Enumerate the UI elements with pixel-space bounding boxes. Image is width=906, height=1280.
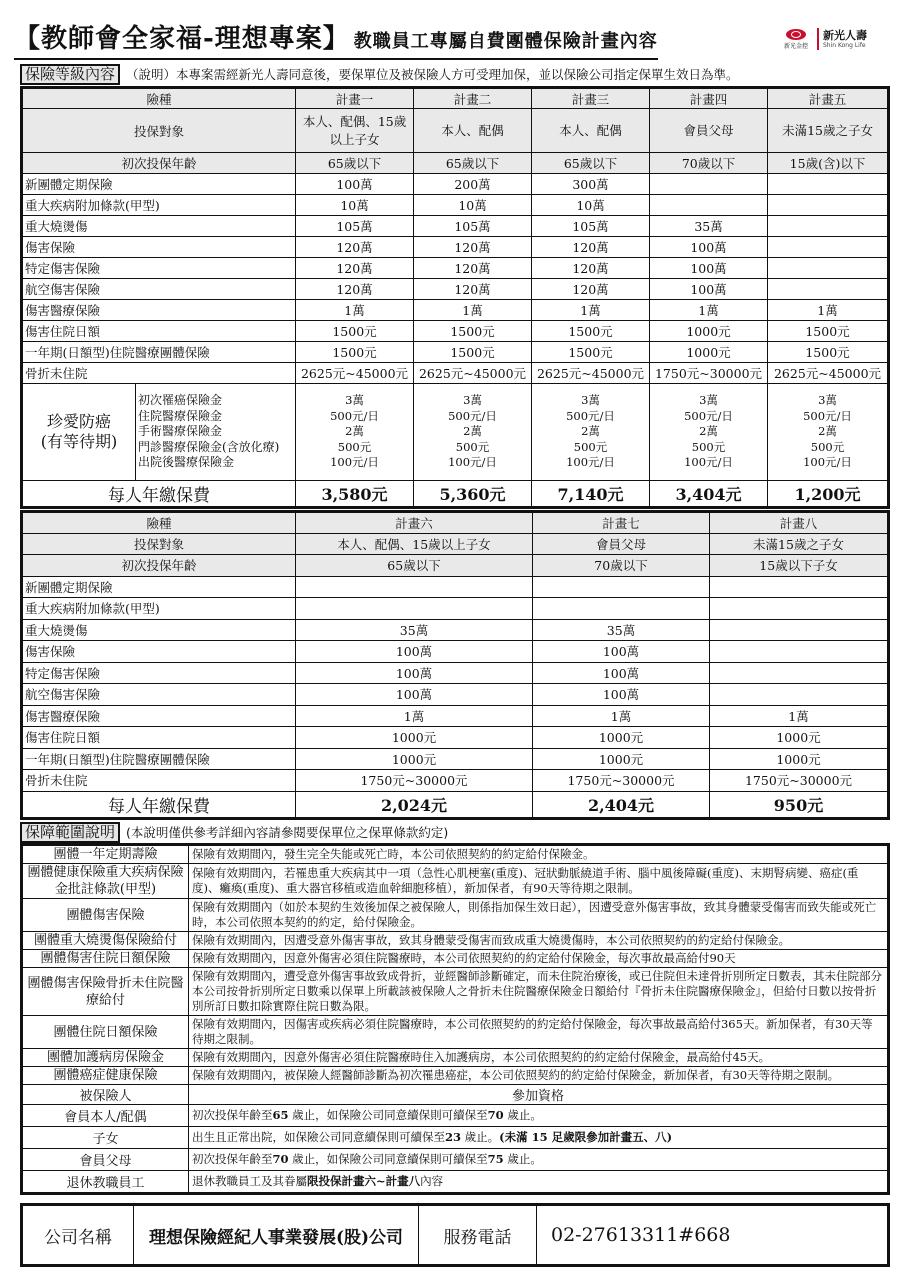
coverage-value	[296, 598, 533, 620]
coverage-value: 1500元	[532, 321, 650, 342]
coverage-value: 1500元	[414, 321, 532, 342]
plan-name-header: 計畫三	[532, 88, 650, 109]
coverage-row	[22, 684, 889, 706]
coverage-value: 1萬	[710, 705, 889, 727]
annual-fee-value: 5,360元	[414, 481, 532, 508]
annual-fee-value: 7,140元	[532, 481, 650, 508]
coverage-value: 1000元	[296, 748, 533, 770]
insurance-type-header: 險種	[22, 512, 296, 534]
target-label: 投保對象	[22, 533, 296, 555]
plan-age: 65歲以下	[414, 153, 532, 174]
annual-fee-value: 1,200元	[768, 481, 889, 508]
coverage-value: 1750元~30000元	[296, 770, 533, 792]
coverage-value: 100萬	[296, 662, 533, 684]
cancer-value: 3萬	[699, 393, 718, 408]
eligibility-fragment: 歲止，如保險公司同意續保則可續保至	[292, 1152, 488, 1166]
coverage-row	[22, 300, 889, 321]
coverage-label: 傷害住院日額	[22, 727, 296, 749]
coverage-row	[22, 770, 889, 792]
document-header	[14, 24, 894, 58]
coverage-value: 1500元	[532, 342, 650, 363]
plan-target: 本人、配偶	[532, 109, 650, 153]
coverage-value: 1萬	[533, 705, 710, 727]
coverage-value: 1萬	[532, 300, 650, 321]
eligibility-highlight: 75	[487, 1152, 504, 1166]
coverage-description: 保險有效期間內，發生完全失能或死亡時，本公司依照契約的約定給付保險金。	[189, 845, 889, 864]
coverage-value: 1750元~30000元	[710, 770, 889, 792]
logo-name-zh: 新光人壽	[823, 28, 867, 42]
cancer-row	[22, 384, 889, 481]
eligibility-text	[189, 1105, 889, 1127]
coverage-value: 120萬	[296, 237, 414, 258]
coverage-value: 120萬	[532, 237, 650, 258]
eligibility-highlight: (未滿 15 足歲限參加計畫五、八)	[499, 1130, 673, 1144]
cancer-value: 500元	[691, 439, 726, 454]
coverage-label: 傷害保險	[22, 237, 296, 258]
cancer-value: 2萬	[699, 424, 718, 439]
coverage-row	[22, 619, 889, 641]
annual-fee-label: 每人年繳保費	[22, 481, 296, 508]
coverage-value: 100萬	[296, 174, 414, 195]
annual-fee-value: 950元	[710, 791, 889, 818]
coverage-label: 航空傷害保險	[22, 279, 296, 300]
plan-target: 本人、配偶	[414, 109, 532, 153]
coverage-label: 新團體定期保險	[22, 174, 296, 195]
coverage-value: 120萬	[532, 258, 650, 279]
cancer-item: 初次罹癌保險金	[138, 393, 223, 408]
insured-type: 會員父母	[22, 1149, 189, 1171]
coverage-value: 2625元~45000元	[414, 363, 532, 384]
coverage-value: 105萬	[532, 216, 650, 237]
section-plan-levels-heading	[20, 64, 739, 84]
coverage-label: 航空傷害保險	[22, 684, 296, 706]
coverage-value: 120萬	[296, 258, 414, 279]
coverage-value: 1000元	[533, 748, 710, 770]
eligibility-fragment: 初次投保年齡至	[192, 1152, 273, 1166]
coverage-description-row	[22, 845, 889, 864]
coverage-row	[22, 216, 889, 237]
coverage-value: 1萬	[296, 300, 414, 321]
cancer-values	[768, 384, 889, 481]
eligibility-fragment: 歲止。	[507, 1152, 542, 1166]
insured-type: 退休教職員工	[22, 1171, 189, 1194]
coverage-description-row	[22, 1016, 889, 1049]
plan-target: 會員父母	[650, 109, 768, 153]
coverage-value: 1萬	[414, 300, 532, 321]
coverage-row	[22, 641, 889, 663]
cancer-values	[532, 384, 650, 481]
eligibility-fragment: 初次投保年齡至	[192, 1108, 273, 1122]
shin-kong-emblem-icon	[786, 29, 806, 40]
coverage-term: 團體健康保險重大疾病保險金批註條款(甲型)	[22, 864, 189, 899]
coverage-term: 團體傷害保險	[22, 899, 189, 932]
plan-header-row	[22, 512, 889, 534]
eligibility-highlight: 70	[272, 1152, 289, 1166]
cancer-values	[650, 384, 768, 481]
annual-fee-row	[22, 791, 889, 818]
age-label: 初次投保年齡	[22, 153, 296, 174]
coverage-row	[22, 195, 889, 216]
plan-name-header: 計畫七	[533, 512, 710, 534]
coverage-description: 保險有效期間內，被保險人經醫師診斷為初次罹患癌症，本公司依照契約的約定給付保險金，新加保者，有30天等待期之限制。	[189, 1067, 889, 1085]
coverage-row	[22, 279, 889, 300]
coverage-value	[768, 195, 889, 216]
cancer-label-line1: 珍愛防癌	[46, 412, 111, 431]
coverage-value: 1500元	[414, 342, 532, 363]
logo-emblem	[779, 29, 813, 50]
section-coverage-heading	[20, 822, 448, 842]
plan-target: 會員父母	[533, 533, 710, 555]
plan-age: 65歲以下	[532, 153, 650, 174]
eligibility-fragment: 退休教職員工及其眷屬	[192, 1174, 307, 1188]
eligibility-header-row	[22, 1085, 889, 1105]
coverage-label: 特定傷害保險	[22, 258, 296, 279]
age-label: 初次投保年齡	[22, 555, 296, 577]
plan-age: 65歲以下	[296, 153, 414, 174]
insured-type: 子女	[22, 1127, 189, 1149]
coverage-value	[710, 619, 889, 641]
cancer-value: 100元/日	[566, 455, 615, 470]
coverage-value	[768, 174, 889, 195]
coverage-value: 120萬	[414, 258, 532, 279]
cancer-value: 2萬	[463, 424, 482, 439]
company-label: 公司名稱	[22, 1205, 134, 1266]
coverage-term: 團體重大燒燙傷保險給付	[22, 932, 189, 950]
insurance-type-header: 險種	[22, 88, 296, 109]
cancer-value: 500元/日	[803, 408, 852, 423]
plan-name-header: 計畫二	[414, 88, 532, 109]
coverage-value	[296, 576, 533, 598]
coverage-label: 傷害醫療保險	[22, 300, 296, 321]
section-tag: 保障範圍說明	[20, 822, 120, 843]
coverage-value: 1500元	[768, 342, 889, 363]
coverage-value	[768, 216, 889, 237]
insured-type: 會員本人/配偶	[22, 1105, 189, 1127]
coverage-description: 保險有效期間內，因意外傷害必須住院醫療時住入加護病房，本公司依照契約的約定給付保險金，最高給付45天。	[189, 1049, 889, 1067]
coverage-term: 團體傷害住院日額保險	[22, 950, 189, 968]
cancer-value: 100元/日	[330, 455, 379, 470]
coverage-value: 120萬	[414, 237, 532, 258]
plans-6-8-table	[20, 510, 890, 820]
logo-emblem-text: 新光金控	[783, 42, 808, 50]
title-main: 【教師會全家福-理想專案】	[14, 24, 350, 54]
section-tag: 保險等級內容	[20, 64, 120, 85]
coverage-value	[710, 641, 889, 663]
coverage-label: 骨折未住院	[22, 770, 296, 792]
section-note: （說明）本專案需經新光人壽同意後，要保單位及被保險人方可受理加保，並以保險公司指定保單生效日為準。	[126, 67, 739, 82]
coverage-description-row	[22, 968, 889, 1016]
coverage-value: 100萬	[533, 684, 710, 706]
coverage-term: 團體癌症健康保險	[22, 1067, 189, 1085]
cancer-item: 出院後醫療保險金	[138, 455, 235, 470]
coverage-value: 120萬	[414, 279, 532, 300]
coverage-description: 保險有效期間內（如於本契約生效後加保之被保險人，則係指加保生效日起），因遭受意外傷害事故，致其身體蒙受傷害而致失能或死亡時，本公司依照本契約的約定，給付保險金。	[189, 899, 889, 932]
logo-name-en: Shin Kong Life	[823, 41, 866, 49]
coverage-row	[22, 342, 889, 363]
coverage-row	[22, 174, 889, 195]
coverage-row	[22, 321, 889, 342]
coverage-description: 保險有效期間內，若罹患重大疾病其中一項（急性心肌梗塞(重度)、冠狀動脈繞道手術、腦中風後障礙(重度)、末期腎病變、癌症(重度)、癱瘓(重度)、重大器官移植或造血幹細胞移植），新加保者，有90天等待期之限制。	[189, 864, 889, 899]
coverage-value: 100萬	[650, 258, 768, 279]
coverage-value: 1000元	[533, 727, 710, 749]
coverage-value: 100萬	[533, 662, 710, 684]
plan-target: 本人、配偶、15歲以上子女	[296, 533, 533, 555]
cancer-label	[22, 384, 136, 481]
cancer-value: 3萬	[345, 393, 364, 408]
cancer-value: 500元/日	[330, 408, 379, 423]
coverage-value: 1750元~30000元	[533, 770, 710, 792]
coverage-description: 保險有效期間內，遭受意外傷害事故致成骨折，並經醫師診斷確定，而未住院治療後，或已住院但未達骨折別所定日數表，其未住院部分本公司按骨折別所定日數乘以保單上所載該被保險人之骨折未住院醫療保險金日額給付『骨折未住院醫療保險金』，但給付日數以按骨折別所訂日數扣除實際住院日數為限。	[189, 968, 889, 1016]
cancer-value: 2萬	[581, 424, 600, 439]
cancer-value: 2萬	[818, 424, 837, 439]
coverage-value	[710, 598, 889, 620]
coverage-description-row	[22, 950, 889, 968]
coverage-value	[768, 279, 889, 300]
coverage-value: 300萬	[532, 174, 650, 195]
cancer-item: 住院醫療保險金	[138, 408, 223, 423]
coverage-value: 1750元~30000元	[650, 363, 768, 384]
target-row	[22, 533, 889, 555]
coverage-row	[22, 705, 889, 727]
cancer-value: 500元	[810, 439, 845, 454]
annual-fee-value: 2,404元	[533, 791, 710, 818]
plan-name-header: 計畫四	[650, 88, 768, 109]
logo-name	[823, 29, 867, 50]
shin-kong-life-logo	[779, 26, 884, 52]
plan-target: 本人、配偶、15歲以上子女	[296, 109, 414, 153]
coverage-description: 保險有效期間內，因遭受意外傷害事故，致其身體蒙受傷害而致成重大燒燙傷時，本公司依照契約的約定給付保險金。	[189, 932, 889, 950]
insured-header: 被保險人	[22, 1085, 189, 1105]
eligibility-text	[189, 1127, 889, 1149]
plan-name-header: 計畫一	[296, 88, 414, 109]
coverage-description: 保險有效期間內，因意外傷害必須住院醫療時，本公司依照契約的約定給付保險金，每次事故最高給付90天	[189, 950, 889, 968]
coverage-term: 團體住院日額保險	[22, 1016, 189, 1049]
coverage-description-row	[22, 932, 889, 950]
coverage-value: 2625元~45000元	[296, 363, 414, 384]
cancer-values	[296, 384, 414, 481]
coverage-row	[22, 748, 889, 770]
coverage-row	[22, 576, 889, 598]
coverage-value: 120萬	[532, 279, 650, 300]
coverage-value: 2625元~45000元	[532, 363, 650, 384]
coverage-description-row	[22, 864, 889, 899]
cancer-value: 100元/日	[803, 455, 852, 470]
coverage-value: 1萬	[768, 300, 889, 321]
coverage-description-row	[22, 1067, 889, 1085]
plan-age: 70歲以下	[533, 555, 710, 577]
coverage-value: 1萬	[650, 300, 768, 321]
coverage-value: 35萬	[650, 216, 768, 237]
coverage-label: 骨折未住院	[22, 363, 296, 384]
eligibility-row	[22, 1149, 889, 1171]
coverage-value: 1萬	[296, 705, 533, 727]
phone-label: 服務電話	[419, 1205, 537, 1266]
cancer-value: 500元/日	[448, 408, 497, 423]
eligibility-highlight: 70	[487, 1108, 504, 1122]
cancer-value: 500元	[573, 439, 608, 454]
coverage-value: 35萬	[296, 619, 533, 641]
eligibility-fragment: 內容	[420, 1174, 444, 1188]
plan-target: 未滿15歲之子女	[768, 109, 889, 153]
coverage-value: 1000元	[710, 748, 889, 770]
coverage-label: 重大疾病附加條款(甲型)	[22, 598, 296, 620]
coverage-value: 1000元	[296, 727, 533, 749]
plan-age: 15歲以下子女	[710, 555, 889, 577]
plan-name-header: 計畫六	[296, 512, 533, 534]
annual-fee-label: 每人年繳保費	[22, 791, 296, 818]
coverage-description: 保險有效期間內，因傷害或疾病必須住院醫療時，本公司依照契約的約定給付保險金，每次事故最高給付365天。新加保者，有30天等待期之限制。	[189, 1016, 889, 1049]
cancer-item: 手術醫療保險金	[138, 424, 223, 439]
coverage-value	[768, 258, 889, 279]
coverage-value: 105萬	[296, 216, 414, 237]
coverage-value: 2625元~45000元	[768, 363, 889, 384]
coverage-value: 1500元	[296, 321, 414, 342]
coverage-label: 新團體定期保險	[22, 576, 296, 598]
annual-fee-value: 3,580元	[296, 481, 414, 508]
coverage-value: 1500元	[296, 342, 414, 363]
coverage-value	[533, 598, 710, 620]
age-row	[22, 153, 889, 174]
annual-fee-value: 3,404元	[650, 481, 768, 508]
coverage-row	[22, 662, 889, 684]
coverage-description-row	[22, 899, 889, 932]
company-name: 理想保險經紀人事業發展(股)公司	[134, 1205, 419, 1266]
eligibility-fragment: 歲止。	[507, 1108, 542, 1122]
cancer-value: 500元	[337, 439, 372, 454]
plan-age: 70歲以下	[650, 153, 768, 174]
coverage-value	[710, 684, 889, 706]
coverage-value: 120萬	[296, 279, 414, 300]
cancer-value: 100元/日	[684, 455, 733, 470]
target-row	[22, 109, 889, 153]
eligibility-row	[22, 1127, 889, 1149]
coverage-value: 100萬	[650, 237, 768, 258]
coverage-label: 傷害保險	[22, 641, 296, 663]
coverage-label: 一年期(日額型)住院醫療團體保險	[22, 342, 296, 363]
contact-footer	[20, 1203, 890, 1267]
plan-age: 15歲(含)以下	[768, 153, 889, 174]
coverage-value: 100萬	[533, 641, 710, 663]
coverage-label: 傷害住院日額	[22, 321, 296, 342]
coverage-value: 1000元	[710, 727, 889, 749]
coverage-value	[710, 576, 889, 598]
coverage-value: 100萬	[296, 641, 533, 663]
phone-number[interactable]: 02-27613311#668	[537, 1205, 889, 1266]
eligibility-fragment: 歲止。	[464, 1130, 500, 1144]
coverage-row	[22, 727, 889, 749]
title-sub: 教職員工專屬自費團體保險計畫內容	[353, 31, 658, 52]
coverage-row	[22, 363, 889, 384]
cancer-value: 3萬	[581, 393, 600, 408]
coverage-term: 團體加護病房保險金	[22, 1049, 189, 1067]
coverage-value: 10萬	[532, 195, 650, 216]
eligibility-highlight: 65	[272, 1108, 289, 1122]
plans-1-5-table	[20, 86, 890, 509]
eligibility-fragment: 歲止，如保險公司同意續保則可續保至	[292, 1108, 488, 1122]
coverage-value	[650, 195, 768, 216]
coverage-value: 100萬	[650, 279, 768, 300]
cancer-value: 500元	[455, 439, 490, 454]
cancer-value: 3萬	[818, 393, 837, 408]
coverage-row	[22, 258, 889, 279]
coverage-value: 100萬	[296, 684, 533, 706]
age-row	[22, 555, 889, 577]
coverage-label: 重大燒燙傷	[22, 216, 296, 237]
coverage-row	[22, 237, 889, 258]
coverage-value	[768, 237, 889, 258]
coverage-label: 傷害醫療保險	[22, 705, 296, 727]
coverage-value: 1000元	[650, 342, 768, 363]
eligibility-row	[22, 1105, 889, 1127]
coverage-label: 重大疾病附加條款(甲型)	[22, 195, 296, 216]
eligibility-fragment: 出生且正常出院，如保險公司同意續保則可續保至	[192, 1130, 445, 1144]
cancer-value: 2萬	[345, 424, 364, 439]
coverage-value	[650, 174, 768, 195]
coverage-label: 重大燒燙傷	[22, 619, 296, 641]
eligibility-highlight: 23	[445, 1130, 462, 1144]
eligibility-header: 參加資格	[189, 1085, 889, 1105]
coverage-value: 1000元	[650, 321, 768, 342]
plan-age: 65歲以下	[296, 555, 533, 577]
eligibility-text	[189, 1171, 889, 1194]
cancer-label-line2: (有等待期)	[40, 432, 118, 451]
coverage-label: 特定傷害保險	[22, 662, 296, 684]
cancer-value: 500元/日	[684, 408, 733, 423]
coverage-value: 10萬	[296, 195, 414, 216]
coverage-table	[20, 843, 890, 1195]
coverage-value	[533, 576, 710, 598]
plan-header-row	[22, 88, 889, 109]
coverage-value: 10萬	[414, 195, 532, 216]
section-note: (本說明僅供參考詳細內容請參閱要保單位之保單條款約定)	[126, 825, 449, 840]
coverage-row	[22, 598, 889, 620]
cancer-item: 門診醫療保險金(含放化療)	[138, 439, 280, 454]
cancer-value: 100元/日	[448, 455, 497, 470]
cancer-values	[414, 384, 532, 481]
eligibility-row	[22, 1171, 889, 1194]
cancer-items	[136, 384, 296, 481]
plan-target: 未滿15歲之子女	[710, 533, 889, 555]
plan-name-header: 計畫八	[710, 512, 889, 534]
eligibility-text	[189, 1149, 889, 1171]
annual-fee-row	[22, 481, 889, 508]
target-label: 投保對象	[22, 109, 296, 153]
cancer-value: 3萬	[463, 393, 482, 408]
eligibility-highlight: 限投保計畫六~計畫八	[307, 1174, 421, 1188]
coverage-value	[710, 662, 889, 684]
logo-divider	[817, 28, 819, 50]
coverage-value: 200萬	[414, 174, 532, 195]
annual-fee-value: 2,024元	[296, 791, 533, 818]
coverage-value: 1500元	[768, 321, 889, 342]
cancer-value: 500元/日	[566, 408, 615, 423]
coverage-term: 團體一年定期壽險	[22, 845, 189, 864]
plan-name-header: 計畫五	[768, 88, 889, 109]
coverage-description-row	[22, 1049, 889, 1067]
coverage-label: 一年期(日額型)住院醫療團體保險	[22, 748, 296, 770]
coverage-value: 105萬	[414, 216, 532, 237]
document-title	[14, 24, 658, 60]
coverage-term: 團體傷害保險骨折未住院醫療給付	[22, 968, 189, 1016]
coverage-value: 35萬	[533, 619, 710, 641]
